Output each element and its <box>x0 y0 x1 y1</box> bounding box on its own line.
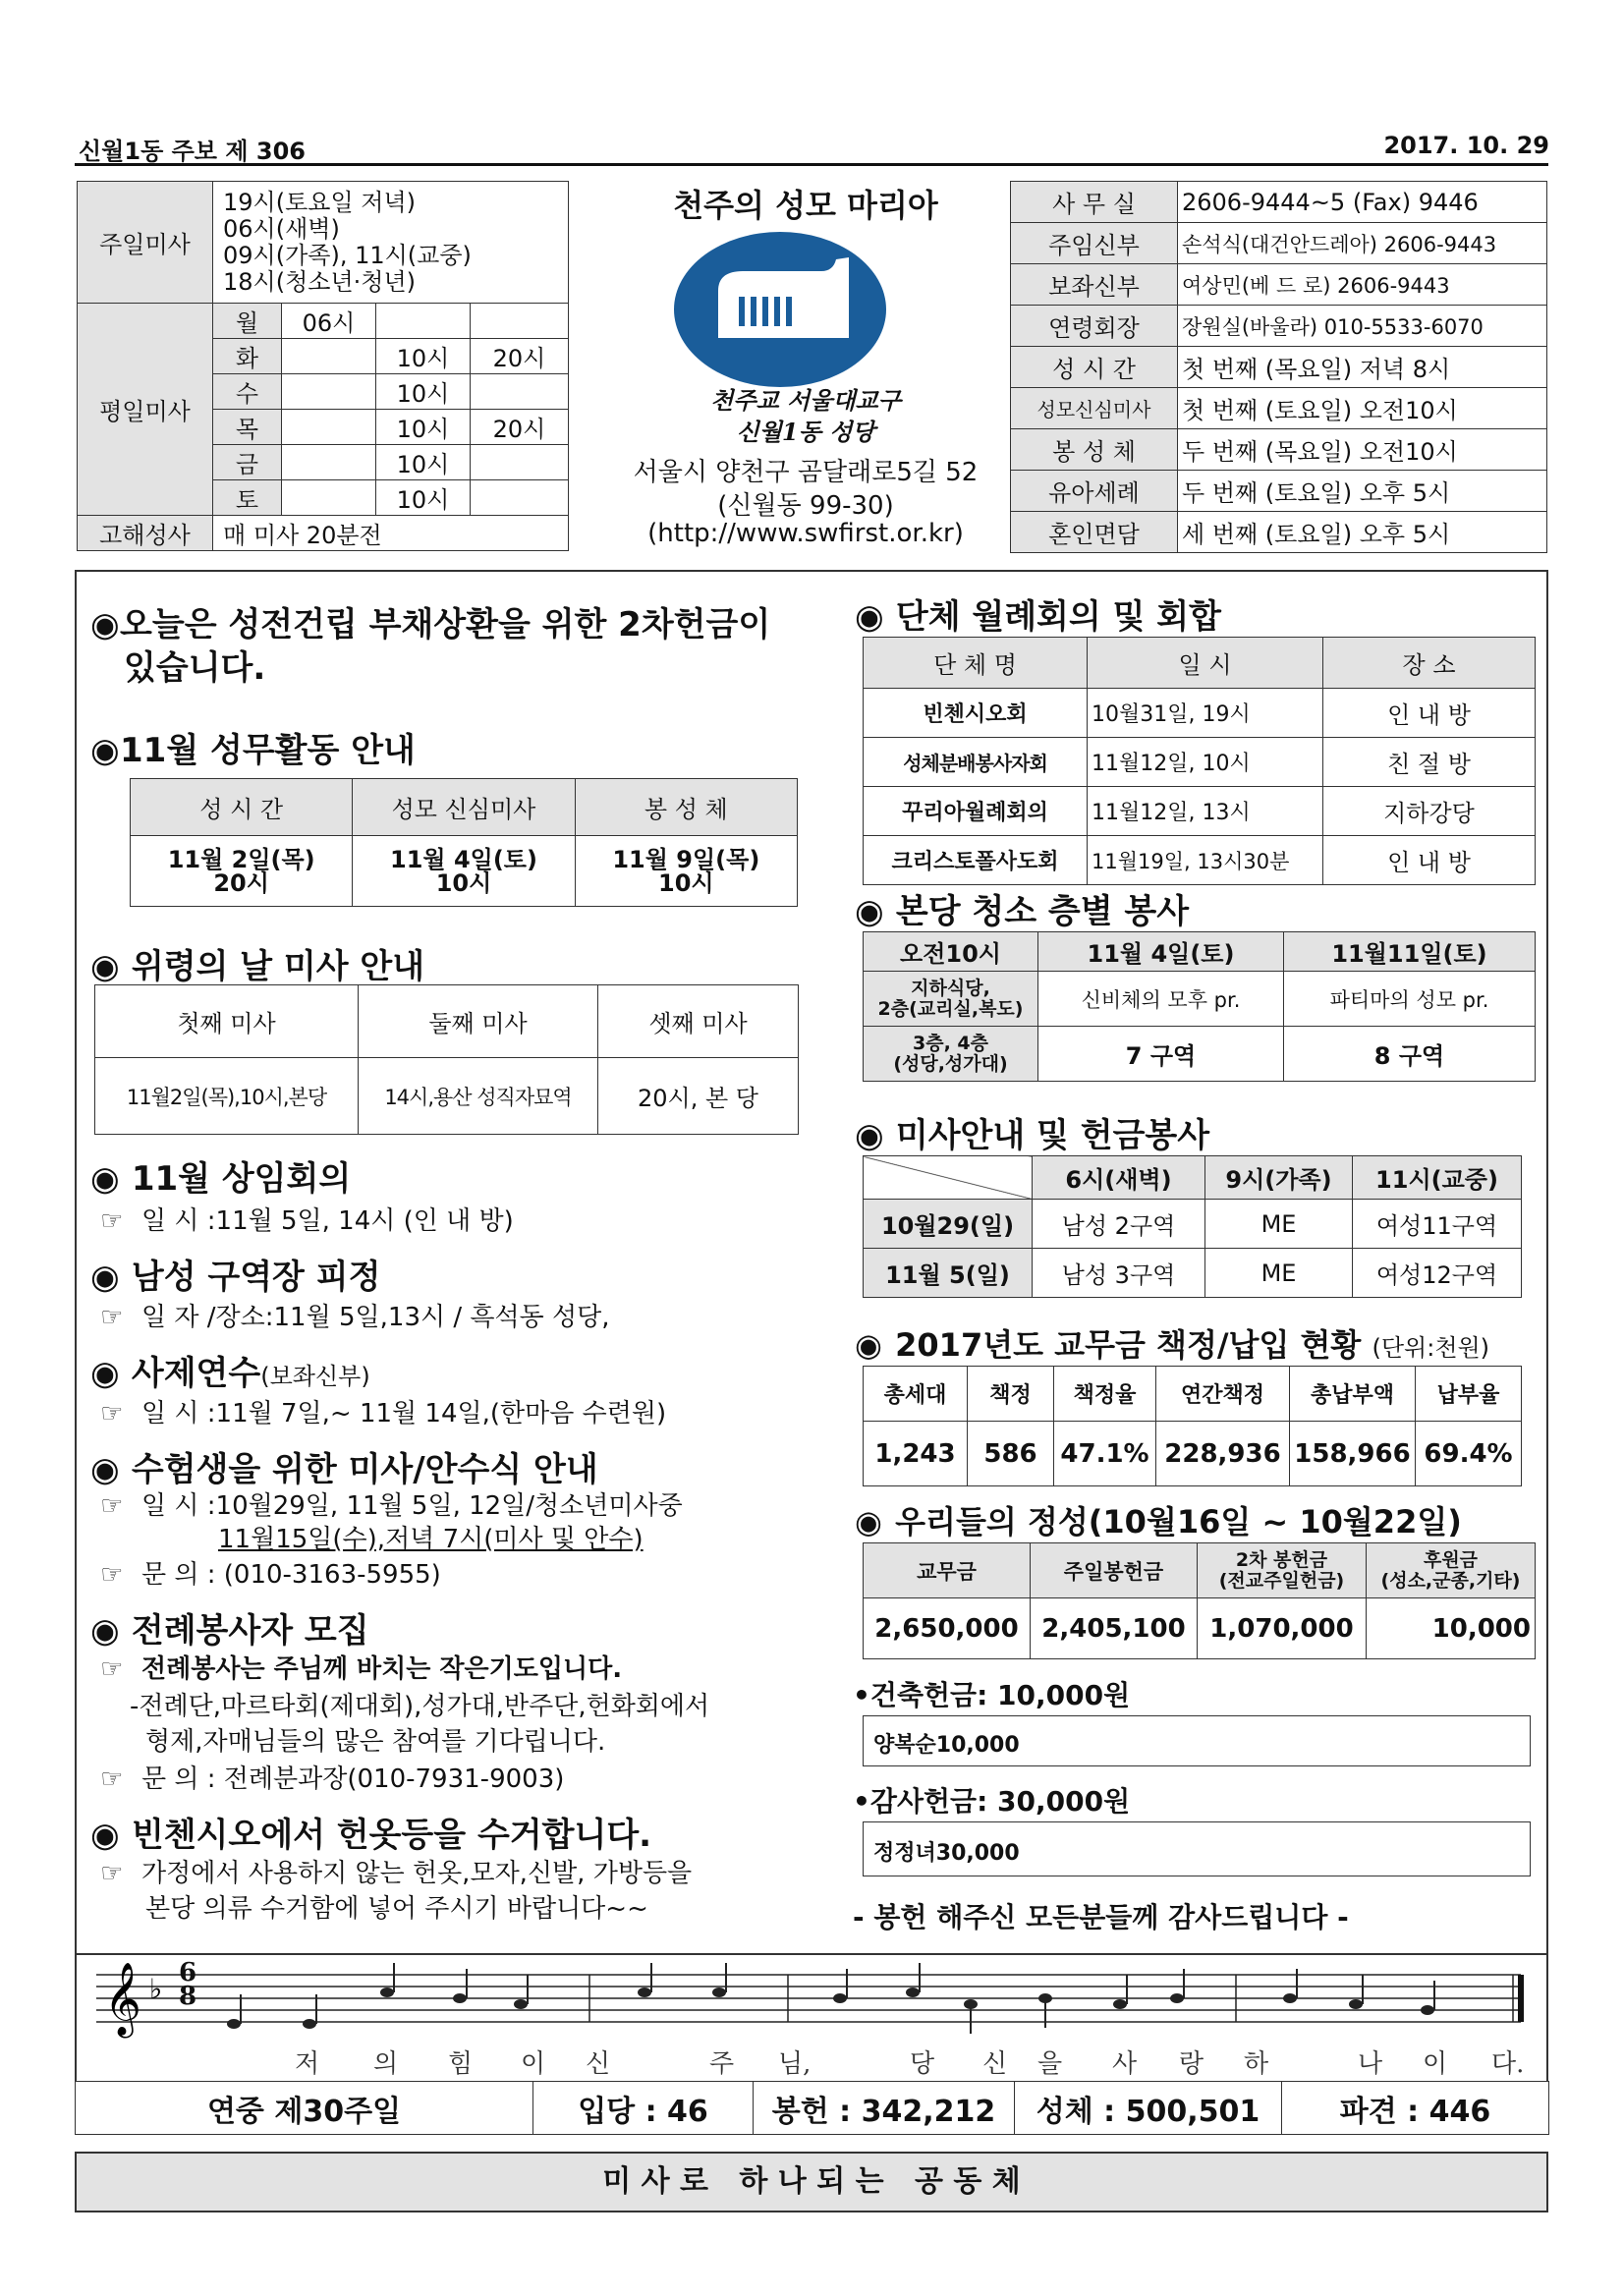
hand-pointer-icon: ☞ <box>100 1491 124 1521</box>
weekday-time <box>471 480 569 516</box>
nov-time: 10시 <box>658 868 714 897</box>
bullet-icon: ◉ <box>855 892 884 931</box>
sincere-header: 후원금 <box>1423 1548 1479 1571</box>
sunday-time: 09시(가족), 11시(교중) <box>223 241 472 269</box>
clean-cell: 7 구역 <box>1038 1027 1284 1082</box>
group-time: 11월12일, 10시 <box>1088 738 1323 787</box>
contact-key: 봉 성 체 <box>1011 429 1178 471</box>
groups-table <box>863 637 1536 885</box>
souls-header: 첫째 미사 <box>95 985 359 1058</box>
sending-hymn: 파견 : 446 <box>1282 2082 1549 2135</box>
weekday-time: 10시 <box>376 339 471 374</box>
contact-key: 주임신부 <box>1011 223 1178 264</box>
sincere-header: 교무금 <box>864 1543 1031 1598</box>
souls-mass-table <box>94 984 799 1135</box>
hand-pointer-icon: ☞ <box>100 1654 124 1684</box>
groups-header: 단 체 명 <box>864 638 1088 689</box>
mass-schedule-table <box>77 181 569 551</box>
s1-heading: ◉ 11월 상임회의 <box>90 1159 352 1199</box>
parish-address2: (신월동 99-30) <box>717 491 894 521</box>
lyric-syllable: 주 <box>709 2049 735 2079</box>
bullet-icon: ◉ <box>90 947 120 986</box>
clean-floor: 지하식당, <box>911 977 990 999</box>
s6-line1: ☞ 가정에서 사용하지 않는 헌옷,모자,신발, 가방등을 <box>100 1859 693 1888</box>
contact-key: 보좌신부 <box>1011 264 1178 306</box>
group-name: 꾸리아월례회의 <box>864 787 1088 836</box>
nov-header: 성 시 간 <box>131 779 353 836</box>
bullet-icon: ◉ <box>90 1258 120 1297</box>
bulletin-date: 2017. 10. 29 <box>1383 132 1549 159</box>
thanks-offering-box: 정정녀30,000 <box>863 1821 1531 1876</box>
notice-heading-cont: 있습니다. <box>124 648 266 688</box>
bullet-icon: ◉ <box>855 1116 884 1155</box>
weekday-day: 금 <box>213 445 282 480</box>
group-place: 인 내 방 <box>1323 689 1536 738</box>
dues-cell: 69.4% <box>1416 1422 1522 1486</box>
offer-cell: 여성12구역 <box>1353 1249 1522 1298</box>
contact-key: 연령회장 <box>1011 306 1178 347</box>
contact-value: 첫 번째 (토요일) 오전10시 <box>1178 388 1547 429</box>
dues-table <box>863 1366 1522 1486</box>
time-signature: 6 8 <box>179 1958 197 2011</box>
sunday-mass-label: 주일미사 <box>78 182 213 304</box>
building-offering-box: 양복순10,000 <box>863 1715 1531 1766</box>
bullet-icon: ◉ <box>855 1326 882 1364</box>
s1-line: ☞ 일 시 :11월 5일, 14시 (인 내 방) <box>100 1206 514 1236</box>
clean-floor: 3층, 4층 <box>913 1032 988 1054</box>
sincere-cell: 2,405,100 <box>1031 1598 1198 1659</box>
music-staff <box>75 1955 1548 2081</box>
nov-header: 봉 성 체 <box>575 779 797 836</box>
s5-line1: ☞ 전례봉사는 주님께 바치는 작은기도입니다. <box>100 1654 623 1684</box>
lyric-syllable: 이 <box>521 2049 546 2079</box>
dues-cell: 228,936 <box>1156 1422 1290 1486</box>
sincere-header-sub: (성소,군종,기타) <box>1380 1569 1521 1592</box>
parish-address: 서울시 양천구 곰달래로5길 52 <box>633 458 979 487</box>
weekday-time <box>282 339 376 374</box>
sunday-time: 19시(토요일 저녁) <box>223 188 416 216</box>
dues-cell: 586 <box>968 1422 1054 1486</box>
souls-heading: ◉ 위령의 날 미사 안내 <box>90 947 425 986</box>
s6-heading: ◉ 빈첸시오에서 헌옷등을 수거합니다. <box>90 1816 652 1855</box>
contact-value: 세 번째 (토요일) 오후 5시 <box>1178 512 1547 553</box>
clean-header: 11월11일(토) <box>1284 932 1536 972</box>
lyric-syllable: 님, <box>778 2049 812 2079</box>
weekday-time: 10시 <box>376 410 471 445</box>
weekday-mass-label: 평일미사 <box>78 304 213 516</box>
contact-key: 혼인면담 <box>1011 512 1178 553</box>
bullet-icon: ◉ <box>90 1816 120 1855</box>
sincere-header-sub: (전교주일헌금) <box>1218 1569 1345 1592</box>
contact-value: 두 번째 (목요일) 오전10시 <box>1178 429 1547 471</box>
souls-cell: 14시,용산 성직자묘역 <box>359 1058 598 1135</box>
weekday-time: 10시 <box>376 480 471 516</box>
group-place: 친 절 방 <box>1323 738 1536 787</box>
weekday-time: 10시 <box>376 374 471 410</box>
contact-key: 사 무 실 <box>1011 182 1178 223</box>
group-name: 빈첸시오회 <box>864 689 1088 738</box>
flat-icon: ♭ <box>149 1973 163 2005</box>
bullet-icon: ◉ <box>90 1611 120 1651</box>
dues-header: 총납부액 <box>1290 1367 1416 1422</box>
thanks-offering-title: •감사헌금: 30,000원 <box>853 1785 1131 1818</box>
souls-cell: 20시, 본 당 <box>598 1058 799 1135</box>
nov-time: 10시 <box>435 868 492 897</box>
clean-header: 11월 4일(토) <box>1038 932 1284 972</box>
dues-cell: 1,243 <box>864 1422 968 1486</box>
building-offering-title: •건축헌금: 10,000원 <box>853 1679 1131 1711</box>
nov-activity-table <box>130 778 798 907</box>
sincere-cell: 2,650,000 <box>864 1598 1031 1659</box>
sincere-cell: 1,070,000 <box>1198 1598 1367 1659</box>
weekday-time <box>282 410 376 445</box>
lyric-syllable: 나 <box>1358 2049 1383 2079</box>
group-name: 크리스토폴사도회 <box>864 836 1088 885</box>
hand-pointer-icon: ☞ <box>100 1560 124 1590</box>
footer-stats-table <box>75 2081 1549 2135</box>
nov-date: 11월 9일(목) <box>612 845 760 873</box>
offer-header: 9시(가족) <box>1205 1156 1353 1200</box>
week-name: 연중 제30주일 <box>76 2082 533 2135</box>
hand-pointer-icon: ☞ <box>100 1206 124 1236</box>
weekday-time: 20시 <box>471 339 569 374</box>
confession-time: 매 미사 20분전 <box>213 516 569 551</box>
s5-heading: ◉ 전례봉사자 모집 <box>90 1611 369 1651</box>
lyric-syllable: 당 <box>910 2049 935 2079</box>
weekday-time: 06시 <box>282 304 376 339</box>
header-rule <box>75 163 1548 166</box>
group-time: 10월31일, 19시 <box>1088 689 1323 738</box>
group-time: 11월19일, 13시30분 <box>1088 836 1323 885</box>
hand-pointer-icon: ☞ <box>100 1303 124 1332</box>
offering-service-table <box>863 1155 1522 1298</box>
s4-line: ☞ 일 시 :10월29일, 11월 5일, 12일/청소년미사중 <box>100 1491 683 1521</box>
treble-clef-icon: 𝄞 <box>104 1963 141 2036</box>
clean-heading: ◉ 본당 청소 층별 봉사 <box>855 892 1190 931</box>
motto-banner: 미 사 로 하 나 되 는 공 동 체 <box>75 2152 1548 2212</box>
clean-cell: 8 구역 <box>1284 1027 1536 1082</box>
church-icon <box>674 232 886 387</box>
group-time: 11월12일, 13시 <box>1088 787 1323 836</box>
weekday-time <box>471 374 569 410</box>
contact-value: 두 번째 (토요일) 오후 5시 <box>1178 471 1547 512</box>
contact-value: 장원실(바울라) 010-5533-6070 <box>1178 306 1547 347</box>
offer-header: 6시(새벽) <box>1033 1156 1205 1200</box>
s3-line: ☞ 일 시 :11월 7일,~ 11월 14일,(한마음 수련원) <box>100 1399 667 1428</box>
sincere-table <box>863 1542 1536 1659</box>
groups-heading: ◉ 단체 월례회의 및 회합 <box>855 597 1221 637</box>
group-name: 성체분배봉사자회 <box>864 738 1088 787</box>
dues-header: 책정 <box>968 1367 1054 1422</box>
lyric-syllable: 의 <box>373 2049 399 2079</box>
offer-cell: 남성 3구역 <box>1033 1249 1205 1298</box>
logo-line2: 신월1동 성당 <box>736 418 875 446</box>
bullet-icon: ◉ <box>90 731 120 770</box>
hand-pointer-icon: ☞ <box>100 1859 124 1888</box>
lyric-syllable: 이 <box>1423 2049 1448 2079</box>
s2-line: ☞ 일 자 /장소:11월 5일,13시 / 흑석동 성당, <box>100 1303 610 1332</box>
clean-floor: (성당,성가대) <box>893 1052 1008 1075</box>
offering-hymn: 봉헌 : 342,212 <box>754 2082 1015 2135</box>
contact-value: 손석식(대건안드레아) 2606-9443 <box>1178 223 1547 264</box>
offer-heading: ◉ 미사안내 및 헌금봉사 <box>855 1116 1210 1155</box>
lyric-syllable: 랑 <box>1179 2049 1204 2079</box>
lyric-syllable: 다. <box>1491 2049 1525 2079</box>
parish-name: 천주의 성모 마리아 <box>673 187 938 224</box>
hand-pointer-icon: ☞ <box>100 1764 124 1794</box>
contact-value: 첫 번째 (목요일) 저녁 8시 <box>1178 347 1547 388</box>
logo-line1: 천주교 서울대교구 <box>710 386 901 415</box>
dues-cell: 158,966 <box>1290 1422 1416 1486</box>
clean-cell: 신비체의 모후 pr. <box>1038 972 1284 1027</box>
clean-floor: 2층(교리실,복도) <box>877 997 1024 1020</box>
s4-line3: ☞ 문 의 : (010-3163-5955) <box>100 1560 441 1590</box>
parish-url[interactable]: (http://www.swfirst.or.kr) <box>647 519 964 548</box>
bullet-icon: ◉ <box>90 1450 120 1489</box>
offer-cell: 여성11구역 <box>1353 1200 1522 1249</box>
groups-header: 장 소 <box>1323 638 1536 689</box>
lyric-syllable: 신 <box>982 2049 1008 2079</box>
groups-header: 일 시 <box>1088 638 1323 689</box>
bullet-icon: ◉ <box>855 1503 882 1540</box>
souls-header: 둘째 미사 <box>359 985 598 1058</box>
dues-header: 연간책정 <box>1156 1367 1290 1422</box>
nov-time: 20시 <box>213 868 269 897</box>
s6-line2: 본당 의류 수거함에 넣어 주시기 바랍니다~~ <box>145 1894 648 1924</box>
dues-cell: 47.1% <box>1054 1422 1156 1486</box>
dues-header: 책정율 <box>1054 1367 1156 1422</box>
contact-key: 성모신심미사 <box>1011 388 1178 429</box>
offer-header: 11시(교중) <box>1353 1156 1522 1200</box>
nov-heading: ◉11월 성무활동 안내 <box>90 731 416 770</box>
parish-logo <box>674 232 886 387</box>
s5-line4: ☞ 문 의 : 전례분과장(010-7931-9003) <box>100 1764 565 1794</box>
s4-line2: 11월15일(수),저녁 7시(미사 및 안수) <box>218 1525 644 1554</box>
weekday-day: 토 <box>213 480 282 516</box>
weekday-time <box>471 304 569 339</box>
offer-date: 11월 5(일) <box>864 1249 1033 1298</box>
s5-line2: -전례단,마르타회(제대회),성가대,반주단,헌화회에서 <box>130 1692 710 1721</box>
s4-heading: ◉ 수험생을 위한 미사/안수식 안내 <box>90 1450 598 1489</box>
offer-cell: ME <box>1205 1249 1353 1298</box>
weekday-time: 10시 <box>376 445 471 480</box>
sincere-header: 2차 봉헌금 <box>1235 1548 1328 1571</box>
weekday-time <box>376 304 471 339</box>
contacts-table <box>1010 181 1547 553</box>
bullet-icon: ◉ <box>90 605 120 644</box>
dues-header: 납부율 <box>1416 1367 1522 1422</box>
weekday-day: 월 <box>213 304 282 339</box>
communion-hymn: 성체 : 500,501 <box>1015 2082 1282 2135</box>
confession-label: 고해성사 <box>78 516 213 551</box>
weekday-day: 목 <box>213 410 282 445</box>
dues-heading: ◉ 2017년도 교무금 책정/납입 현황 (단위:천원) <box>855 1326 1490 1364</box>
group-place: 인 내 방 <box>1323 836 1536 885</box>
weekday-time <box>282 374 376 410</box>
notice-heading: ◉오늘은 성전건립 부채상환을 위한 2차헌금이 <box>90 605 771 644</box>
lyric-syllable: 신 <box>586 2049 611 2079</box>
contact-value: 여상민(베 드 로) 2606-9443 <box>1178 264 1547 306</box>
sunday-time: 18시(청소년·청년) <box>223 267 416 296</box>
nov-date: 11월 2일(목) <box>167 845 315 873</box>
bullet-icon: ◉ <box>90 1159 120 1199</box>
offer-cell: ME <box>1205 1200 1353 1249</box>
lyric-syllable: 저 <box>295 2049 320 2079</box>
weekday-time <box>471 445 569 480</box>
weekday-time <box>282 445 376 480</box>
bullet-icon: ◉ <box>855 597 884 637</box>
sunday-time: 06시(새벽) <box>223 214 340 243</box>
s2-heading: ◉ 남성 구역장 피정 <box>90 1258 381 1297</box>
nov-header: 성모 신심미사 <box>353 779 575 836</box>
hand-pointer-icon: ☞ <box>100 1399 124 1428</box>
bulletin-title: 신월1동 주보 제 306 <box>79 138 306 165</box>
weekday-time: 20시 <box>471 410 569 445</box>
group-place: 지하강당 <box>1323 787 1536 836</box>
s3-heading: ◉ 사제연수(보좌신부) <box>90 1354 370 1393</box>
offer-date: 10월29(일) <box>864 1200 1033 1249</box>
sincere-header: 주일봉헌금 <box>1031 1543 1198 1598</box>
clean-cell: 파티마의 성모 pr. <box>1284 972 1536 1027</box>
lyric-syllable: 하 <box>1244 2049 1269 2079</box>
souls-header: 셋째 미사 <box>598 985 799 1058</box>
contact-value: 2606-9444~5 (Fax) 9446 <box>1178 182 1547 223</box>
lyric-syllable: 힘 <box>448 2049 474 2079</box>
lyric-syllable: 사 <box>1112 2049 1138 2079</box>
clean-header: 오전10시 <box>864 932 1038 972</box>
nov-date: 11월 4일(토) <box>390 845 537 873</box>
sincere-cell: 10,000 <box>1367 1598 1536 1659</box>
souls-cell: 11월2일(목),10시,본당 <box>95 1058 359 1135</box>
entry-hymn: 입당 : 46 <box>533 2082 754 2135</box>
lyric-syllable: 을 <box>1037 2049 1063 2079</box>
weekday-time <box>282 480 376 516</box>
weekday-day: 수 <box>213 374 282 410</box>
offer-cell: 남성 2구역 <box>1033 1200 1205 1249</box>
contact-key: 유아세례 <box>1011 471 1178 512</box>
offer-corner <box>864 1156 1033 1200</box>
bullet-icon: ◉ <box>90 1354 120 1393</box>
dues-header: 총세대 <box>864 1367 968 1422</box>
closing-thanks: - 봉헌 해주신 모든분들께 감사드립니다 - <box>853 1901 1349 1933</box>
sincere-heading: ◉ 우리들의 정성(10월16일 ~ 10월22일) <box>855 1503 1462 1540</box>
contact-key: 성 시 간 <box>1011 347 1178 388</box>
cleaning-table <box>863 931 1536 1082</box>
weekday-day: 화 <box>213 339 282 374</box>
s5-line3: 형제,자매님들의 많은 참여를 기다립니다. <box>145 1727 606 1757</box>
